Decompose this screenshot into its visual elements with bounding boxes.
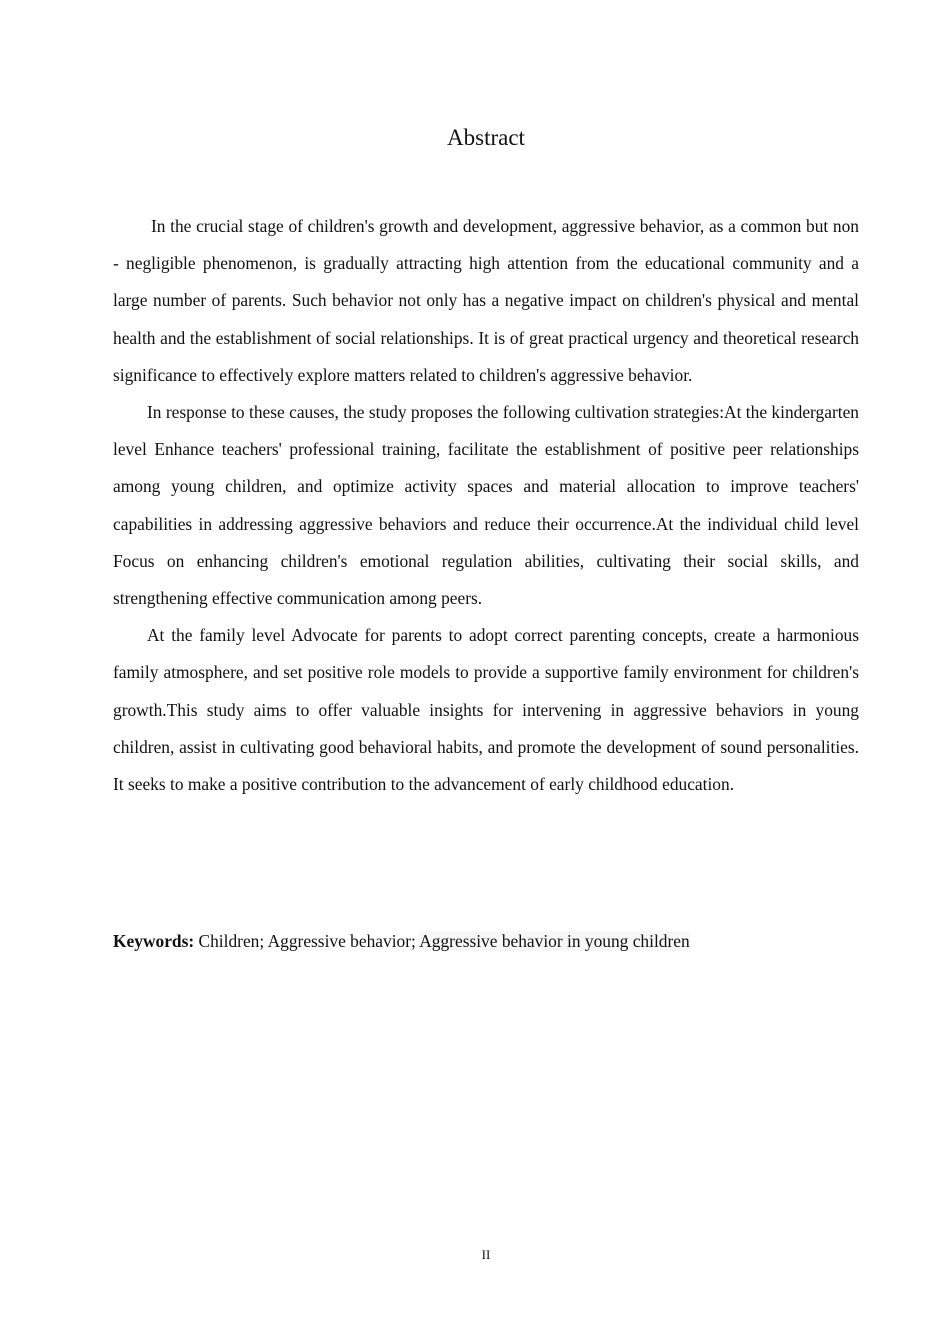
page-number: II	[481, 1247, 491, 1262]
keywords-label: Keywords:	[113, 931, 195, 951]
abstract-paragraph-1: In the crucial stage of children's growth and development, aggressive behavior, as a common but non - negligible phenomenon, is gradually attracting high attention from the educational community and a large number of parents. Such behavior not only has a negative impact on children's physical and mental health and the establishment of social relationships. It is of great practical urgency and theoretical research significance to effectively explore matters related to children's aggressive behavior.	[113, 216, 859, 385]
abstract-paragraph-2: In response to these causes, the study proposes the following cultivation strategies:At the kindergarten level Enhance teachers' professional training, facilitate the establishment of positive peer relationships among young children, and optimize activity spaces and material allocation to improve teachers' capabilities in addressing aggressive behaviors and reduce their occurrence.At the individual child level Focus on enhancing children's emotional regulation abilities, cultivating their social skills, and strengthening effective communication among peers.	[113, 402, 859, 609]
keywords-last-item: Aggressive behavior in young children	[419, 931, 690, 951]
keywords-line	[113, 926, 859, 956]
abstract-paragraph-3: At the family level Advocate for parents to adopt correct parenting concepts, create a harmonious family atmosphere, and set positive role models to provide a supportive family environment for children's growth.This study aims to offer valuable insights for intervening in aggressive behaviors in young children, assist in cultivating good behavioral habits, and promote the development of sound personalities. It seeks to make a positive contribution to the advancement of early childhood education.	[113, 625, 859, 795]
abstract-body	[113, 208, 859, 803]
abstract-title: Abstract	[447, 125, 525, 150]
keywords-items: Children; Aggressive behavior;	[194, 931, 420, 951]
